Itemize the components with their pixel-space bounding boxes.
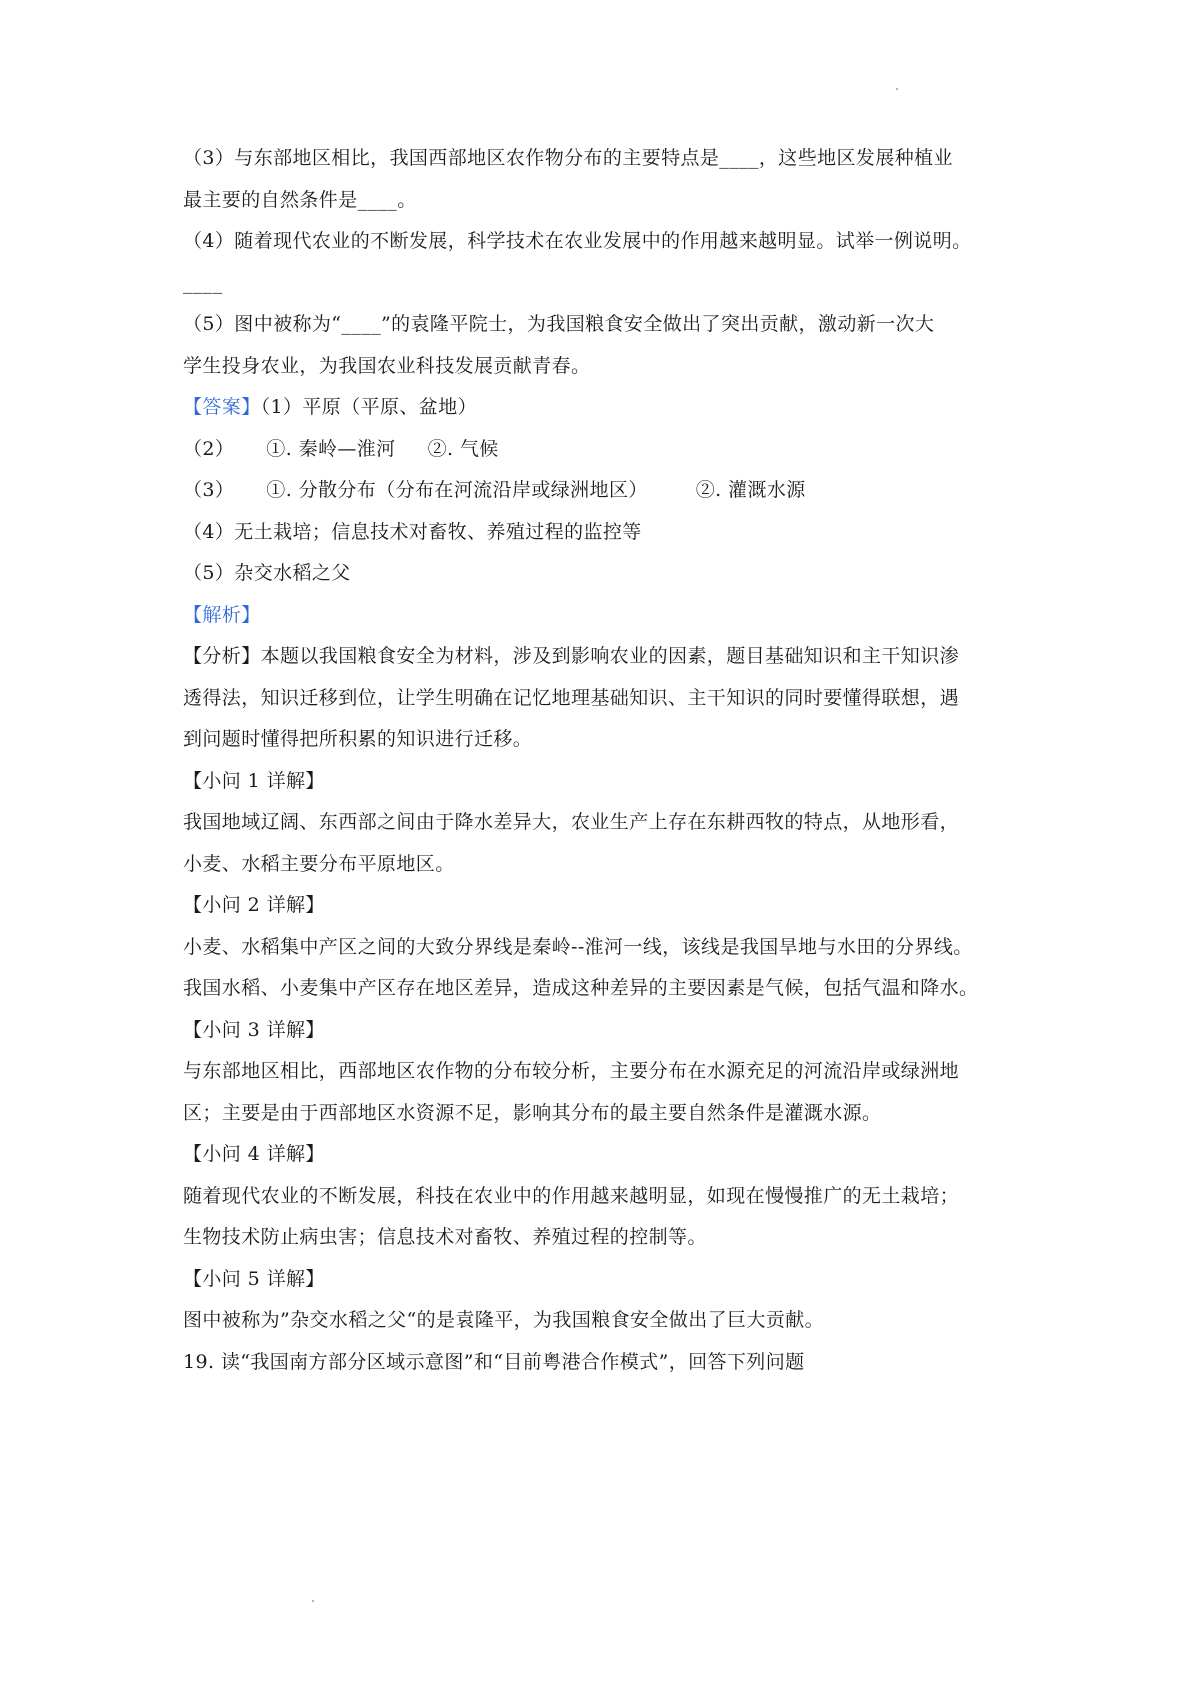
answer-line-5: （5）杂交水稻之父 [183,562,351,584]
detail-1-line-1: 我国地域辽阔、东西部之间由于降水差异大，农业生产上存在东耕西牧的特点，从地形看， [183,811,960,833]
detail-4-line-2: 生物技术防止病虫害；信息技术对畜牧、养殖过程的控制等。 [183,1226,707,1248]
answer-1: （1）平原（平原、盆地） [260,396,477,418]
answer-line-2 [183,429,1033,471]
answer-line-1 [183,387,1033,429]
answer-3-prefix: （3） [183,479,235,501]
answer-line-4: （4）无土栽培；信息技术对畜牧、养殖过程的监控等 [183,520,642,543]
analysis-intro-label: 【分析】 [183,645,261,667]
detail-4-line-1: 随着现代农业的不断发展，科技在农业中的作用越来越明显，如现在慢慢推广的无土栽培； [183,1184,960,1207]
analysis-intro-line-2: 透得法，知识迁移到位，让学生明确在记忆地理基础知识、主干知识的同时要懂得联想，遇 [183,686,960,709]
question-5-line-1: （5）图中被称为“____”的袁隆平院士，为我国粮食安全做出了突出贡献，激动新一次大 [183,313,935,335]
detail-4-title: 【小问 4 详解】 [183,1143,325,1165]
detail-2-title: 【小问 2 详解】 [183,894,325,916]
question-19: 19. 读“我国南方部分区域示意图”和“目前粤港合作模式”，回答下列问题 [183,1350,805,1373]
question-4-line-1: （4）随着现代农业的不断发展，科学技术在农业发展中的作用越来越明显。试举一例说明。 [183,230,972,252]
analysis-label: 【解析】 [183,603,261,626]
scan-speck-bottom [312,1600,314,1602]
analysis-intro-line-3: 到问题时懂得把所积累的知识进行迁移。 [183,728,533,750]
answer-2-part-1: ①. 秦岭—淮河 [266,437,396,460]
detail-2-line-2: 我国水稻、小麦集中产区存在地区差异，造成这种差异的主要因素是气候，包括气温和降水。 [183,977,979,999]
question-3-line-1: （3）与东部地区相比，我国西部地区农作物分布的主要特点是____，这些地区发展种植业 [183,147,953,169]
answer-3-part-1: ①. 分散分布（分布在河流沿岸或绿洲地区） [266,479,648,501]
analysis-intro-text: 本题以我国粮食安全为材料，涉及到影响农业的因素，题目基础知识和主干知识渗 [260,645,960,667]
scan-speck-top [896,88,898,90]
document-page [183,138,1033,1383]
detail-5-line-1: 图中被称为”杂交水稻之父“的是袁隆平，为我国粮食安全做出了巨大贡献。 [183,1309,825,1331]
question-5-line-2: 学生投身农业，为我国农业科技发展贡献青春。 [183,354,591,377]
detail-1-title: 【小问 1 详解】 [183,769,325,792]
detail-1-line-2: 小麦、水稻主要分布平原地区。 [183,852,455,875]
answer-2-prefix: （2） [183,437,235,460]
answer-2-part-2: ②. 气候 [427,437,499,460]
answer-3-part-2: ②. 灌溉水源 [695,479,806,501]
detail-2-line-1: 小麦、水稻集中产区之间的大致分界线是秦岭--淮河一线，该线是我国旱地与水田的分界线。 [183,935,973,958]
question-3-line-2: 最主要的自然条件是____。 [183,188,417,211]
question-4-line-2: ____ [183,271,223,294]
analysis-intro-line-1 [183,636,1033,678]
detail-3-title: 【小问 3 详解】 [183,1018,325,1041]
detail-3-line-1: 与东部地区相比，西部地区农作物的分布较分析，主要分布在水源充足的河流沿岸或绿洲地 [183,1060,960,1082]
detail-3-line-2: 区；主要是由于西部地区水资源不足，影响其分布的最主要自然条件是灌溉水源。 [183,1101,882,1124]
detail-5-title: 【小问 5 详解】 [183,1267,325,1290]
answer-line-3 [183,470,1033,512]
answer-label: 【答案】 [183,396,261,418]
